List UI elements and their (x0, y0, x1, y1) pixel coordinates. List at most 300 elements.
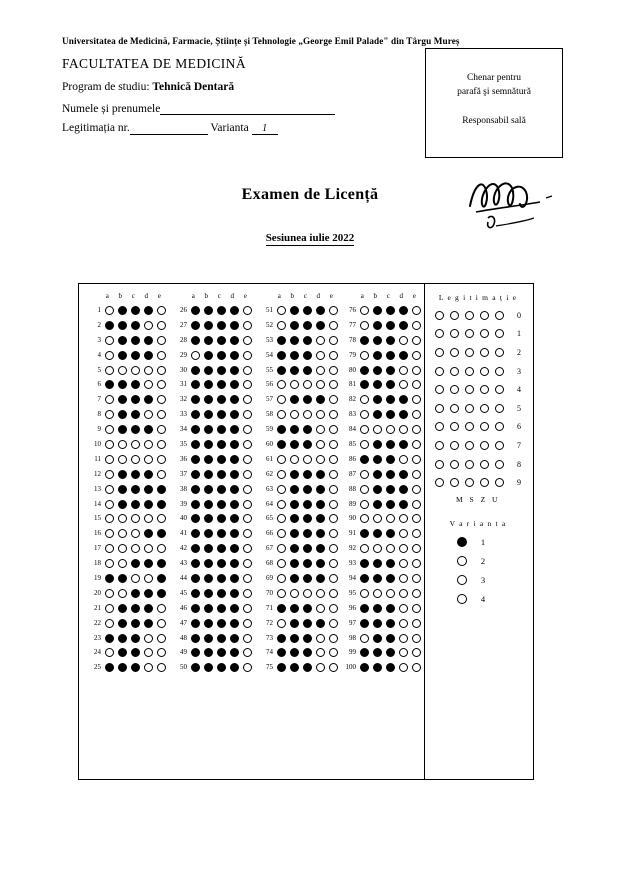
answer-bubble-a[interactable] (189, 351, 202, 360)
variant-value[interactable]: 1 (252, 123, 278, 135)
answer-bubble-e[interactable] (327, 589, 340, 598)
answer-bubble-c[interactable] (215, 380, 228, 389)
answer-bubble-d[interactable] (314, 634, 327, 643)
answer-bubble-a[interactable] (103, 648, 116, 657)
answer-bubble-e[interactable] (155, 529, 168, 538)
answer-row[interactable] (171, 318, 257, 333)
answer-bubble-e[interactable] (241, 410, 254, 419)
answer-row[interactable] (340, 541, 426, 556)
answer-bubble-a[interactable] (275, 336, 288, 345)
answer-bubble-b[interactable] (288, 395, 301, 404)
answer-bubble-d[interactable] (228, 619, 241, 628)
answer-row[interactable] (257, 348, 343, 363)
id-bubble[interactable] (447, 422, 462, 431)
answer-bubble-d[interactable] (142, 604, 155, 613)
answer-bubble-c[interactable] (384, 604, 397, 613)
answer-bubble-a[interactable] (189, 663, 202, 672)
answer-bubble-b[interactable] (116, 648, 129, 657)
answer-bubble-d[interactable] (228, 336, 241, 345)
answer-bubble-a[interactable] (103, 425, 116, 434)
answer-bubble-b[interactable] (288, 663, 301, 672)
answer-bubble-b[interactable] (116, 425, 129, 434)
answer-bubble-d[interactable] (142, 544, 155, 553)
answer-bubble-e[interactable] (155, 306, 168, 315)
answer-bubble-a[interactable] (189, 485, 202, 494)
answer-bubble-b[interactable] (371, 574, 384, 583)
answer-row[interactable] (85, 467, 171, 482)
variant-option[interactable] (454, 571, 532, 590)
answer-bubble-d[interactable] (228, 604, 241, 613)
answer-bubble-d[interactable] (397, 648, 410, 657)
answer-row[interactable] (85, 333, 171, 348)
answer-bubble-e[interactable] (155, 380, 168, 389)
answer-bubble-d[interactable] (314, 648, 327, 657)
answer-bubble-c[interactable] (129, 366, 142, 375)
answer-bubble-e[interactable] (241, 604, 254, 613)
answer-bubble-d[interactable] (314, 663, 327, 672)
answer-bubble-e[interactable] (410, 440, 423, 449)
answer-row[interactable] (171, 571, 257, 586)
answer-row[interactable] (171, 631, 257, 646)
id-input[interactable] (130, 122, 208, 135)
answer-bubble-a[interactable] (358, 544, 371, 553)
answer-row[interactable] (171, 303, 257, 318)
answer-bubble-b[interactable] (371, 604, 384, 613)
answer-bubble-d[interactable] (142, 336, 155, 345)
answer-bubble-d[interactable] (228, 544, 241, 553)
answer-column-4[interactable] (340, 292, 426, 675)
answer-bubble-b[interactable] (202, 500, 215, 509)
answer-bubble-c[interactable] (129, 663, 142, 672)
answer-bubble-e[interactable] (410, 455, 423, 464)
answer-bubble-e[interactable] (410, 425, 423, 434)
answer-bubble-b[interactable] (202, 589, 215, 598)
answer-bubble-d[interactable] (228, 574, 241, 583)
answer-bubble-b[interactable] (202, 455, 215, 464)
answer-bubble-d[interactable] (142, 366, 155, 375)
answer-bubble-a[interactable] (189, 321, 202, 330)
answer-bubble-a[interactable] (358, 514, 371, 523)
id-bubble[interactable] (477, 460, 492, 469)
answer-bubble-b[interactable] (371, 485, 384, 494)
answer-bubble-c[interactable] (215, 366, 228, 375)
answer-bubble-d[interactable] (397, 455, 410, 464)
answer-bubble-d[interactable] (397, 500, 410, 509)
answer-bubble-c[interactable] (129, 321, 142, 330)
answer-bubble-d[interactable] (142, 440, 155, 449)
answer-bubble-b[interactable] (288, 529, 301, 538)
answer-bubble-a[interactable] (358, 455, 371, 464)
answer-bubble-a[interactable] (103, 380, 116, 389)
id-bubble[interactable] (432, 385, 447, 394)
answer-bubble-d[interactable] (397, 485, 410, 494)
answer-bubble-e[interactable] (241, 634, 254, 643)
id-bubble-row[interactable] (432, 418, 532, 437)
answer-bubble-a[interactable] (103, 574, 116, 583)
answer-bubble-b[interactable] (288, 648, 301, 657)
id-bubble[interactable] (462, 460, 477, 469)
answer-bubble-d[interactable] (228, 485, 241, 494)
answer-bubble-a[interactable] (358, 634, 371, 643)
answer-row[interactable] (257, 556, 343, 571)
answer-bubble-c[interactable] (384, 619, 397, 628)
answer-bubble-a[interactable] (275, 410, 288, 419)
answer-bubble-e[interactable] (241, 559, 254, 568)
answer-bubble-d[interactable] (228, 425, 241, 434)
id-bubble-row[interactable] (432, 473, 532, 492)
answer-bubble-a[interactable] (275, 380, 288, 389)
answer-bubble-a[interactable] (275, 514, 288, 523)
answer-row[interactable] (171, 586, 257, 601)
answer-bubble-c[interactable] (384, 336, 397, 345)
answer-bubble-d[interactable] (228, 634, 241, 643)
answer-bubble-b[interactable] (371, 366, 384, 375)
answer-row[interactable] (340, 526, 426, 541)
answer-bubble-a[interactable] (103, 321, 116, 330)
answer-bubble-e[interactable] (241, 321, 254, 330)
answer-bubble-d[interactable] (142, 500, 155, 509)
id-bubble[interactable] (492, 329, 507, 338)
answer-bubble-b[interactable] (371, 559, 384, 568)
answer-bubble-d[interactable] (142, 470, 155, 479)
answer-bubble-c[interactable] (301, 663, 314, 672)
answer-bubble-a[interactable] (275, 440, 288, 449)
answer-bubble-e[interactable] (327, 529, 340, 538)
answer-bubble-a[interactable] (189, 470, 202, 479)
answer-bubble-e[interactable] (155, 425, 168, 434)
answer-bubble-d[interactable] (142, 306, 155, 315)
answer-row[interactable] (340, 422, 426, 437)
answer-column-1[interactable] (85, 292, 171, 675)
answer-bubble-b[interactable] (288, 619, 301, 628)
answer-bubble-e[interactable] (241, 440, 254, 449)
answer-bubble-d[interactable] (397, 366, 410, 375)
answer-bubble-e[interactable] (327, 380, 340, 389)
answer-bubble-a[interactable] (275, 306, 288, 315)
answer-bubble-b[interactable] (371, 470, 384, 479)
answer-bubble-d[interactable] (397, 529, 410, 538)
id-bubble[interactable] (477, 478, 492, 487)
variant-bubble[interactable] (454, 575, 470, 585)
answer-bubble-c[interactable] (384, 485, 397, 494)
answer-bubble-b[interactable] (116, 634, 129, 643)
answer-row[interactable] (85, 601, 171, 616)
id-bubble-row[interactable] (432, 362, 532, 381)
answer-bubble-d[interactable] (397, 559, 410, 568)
answer-row[interactable] (257, 318, 343, 333)
answer-bubble-d[interactable] (314, 351, 327, 360)
answer-bubble-d[interactable] (314, 336, 327, 345)
answer-bubble-c[interactable] (301, 604, 314, 613)
answer-bubble-c[interactable] (301, 470, 314, 479)
answer-bubble-d[interactable] (397, 663, 410, 672)
answer-bubble-b[interactable] (288, 485, 301, 494)
id-bubble[interactable] (462, 404, 477, 413)
answer-bubble-e[interactable] (410, 514, 423, 523)
answer-bubble-e[interactable] (327, 574, 340, 583)
answer-bubble-a[interactable] (358, 336, 371, 345)
answer-bubble-c[interactable] (301, 619, 314, 628)
answer-bubble-c[interactable] (384, 500, 397, 509)
answer-bubble-c[interactable] (215, 574, 228, 583)
answer-bubble-d[interactable] (314, 544, 327, 553)
answer-bubble-a[interactable] (358, 663, 371, 672)
answer-bubble-b[interactable] (288, 544, 301, 553)
answer-bubble-c[interactable] (301, 648, 314, 657)
answer-bubble-c[interactable] (129, 425, 142, 434)
answer-bubble-b[interactable] (371, 410, 384, 419)
answer-bubble-c[interactable] (301, 589, 314, 598)
answer-row[interactable] (257, 645, 343, 660)
answer-row[interactable] (340, 437, 426, 452)
answer-bubble-c[interactable] (301, 380, 314, 389)
answer-bubble-e[interactable] (410, 589, 423, 598)
answer-bubble-c[interactable] (129, 514, 142, 523)
answer-row[interactable] (85, 392, 171, 407)
answer-bubble-e[interactable] (155, 514, 168, 523)
answer-bubble-e[interactable] (155, 500, 168, 509)
variant-bubble-grid[interactable] (424, 533, 532, 609)
answer-bubble-a[interactable] (358, 380, 371, 389)
answer-bubble-e[interactable] (410, 306, 423, 315)
answer-bubble-d[interactable] (397, 321, 410, 330)
answer-bubble-b[interactable] (202, 321, 215, 330)
answer-bubble-c[interactable] (215, 306, 228, 315)
answer-bubble-c[interactable] (301, 336, 314, 345)
answer-row[interactable] (257, 303, 343, 318)
answer-bubble-b[interactable] (371, 440, 384, 449)
answer-bubble-e[interactable] (155, 410, 168, 419)
answer-bubble-b[interactable] (116, 529, 129, 538)
answer-bubble-a[interactable] (189, 544, 202, 553)
answer-bubble-b[interactable] (371, 544, 384, 553)
answer-bubble-b[interactable] (371, 321, 384, 330)
id-bubble[interactable] (477, 441, 492, 450)
answer-bubble-c[interactable] (129, 500, 142, 509)
answer-bubble-e[interactable] (155, 559, 168, 568)
answer-bubble-b[interactable] (202, 440, 215, 449)
answer-row[interactable] (85, 482, 171, 497)
answer-row[interactable] (257, 616, 343, 631)
id-bubble[interactable] (447, 367, 462, 376)
answer-bubble-a[interactable] (275, 500, 288, 509)
answer-bubble-a[interactable] (189, 366, 202, 375)
answer-row[interactable] (171, 660, 257, 675)
answer-bubble-b[interactable] (288, 321, 301, 330)
answer-bubble-e[interactable] (327, 440, 340, 449)
answer-bubble-d[interactable] (228, 306, 241, 315)
answer-row[interactable] (171, 333, 257, 348)
answer-bubble-d[interactable] (397, 619, 410, 628)
answer-bubble-c[interactable] (384, 559, 397, 568)
answer-bubble-e[interactable] (327, 425, 340, 434)
answer-bubble-a[interactable] (189, 589, 202, 598)
answer-bubble-b[interactable] (116, 321, 129, 330)
answer-bubble-b[interactable] (116, 351, 129, 360)
id-bubble[interactable] (432, 404, 447, 413)
answer-bubble-e[interactable] (155, 336, 168, 345)
answer-bubble-b[interactable] (116, 440, 129, 449)
answer-bubble-d[interactable] (314, 366, 327, 375)
id-bubble-row[interactable] (432, 306, 532, 325)
answer-bubble-c[interactable] (129, 336, 142, 345)
answer-row[interactable] (340, 511, 426, 526)
answer-bubble-b[interactable] (371, 663, 384, 672)
answer-bubble-c[interactable] (384, 440, 397, 449)
answer-bubble-c[interactable] (301, 514, 314, 523)
answer-bubble-a[interactable] (103, 500, 116, 509)
answer-row[interactable] (257, 526, 343, 541)
variant-option[interactable] (454, 590, 532, 609)
answer-bubble-e[interactable] (155, 455, 168, 464)
answer-bubble-e[interactable] (241, 366, 254, 375)
id-bubble[interactable] (432, 441, 447, 450)
id-bubble[interactable] (447, 311, 462, 320)
answer-bubble-c[interactable] (384, 425, 397, 434)
id-bubble[interactable] (447, 441, 462, 450)
answer-bubble-a[interactable] (358, 440, 371, 449)
answer-row[interactable] (340, 482, 426, 497)
answer-bubble-a[interactable] (275, 425, 288, 434)
answer-bubble-e[interactable] (327, 619, 340, 628)
answer-bubble-d[interactable] (142, 380, 155, 389)
answer-bubble-a[interactable] (103, 634, 116, 643)
id-bubble[interactable] (462, 441, 477, 450)
answer-bubble-b[interactable] (116, 589, 129, 598)
answer-bubble-c[interactable] (384, 470, 397, 479)
answer-bubble-a[interactable] (358, 500, 371, 509)
answer-bubble-a[interactable] (358, 559, 371, 568)
answer-bubble-a[interactable] (275, 529, 288, 538)
answer-bubble-d[interactable] (228, 455, 241, 464)
answer-bubble-c[interactable] (129, 485, 142, 494)
answer-bubble-c[interactable] (384, 589, 397, 598)
answer-bubble-c[interactable] (215, 500, 228, 509)
answer-row[interactable] (257, 437, 343, 452)
answer-bubble-a[interactable] (189, 559, 202, 568)
answer-bubble-b[interactable] (202, 306, 215, 315)
answer-bubble-d[interactable] (314, 559, 327, 568)
answer-bubble-c[interactable] (301, 529, 314, 538)
answer-row[interactable] (340, 616, 426, 631)
answer-bubble-b[interactable] (202, 514, 215, 523)
answer-bubble-b[interactable] (371, 648, 384, 657)
id-bubble[interactable] (492, 422, 507, 431)
answer-bubble-d[interactable] (228, 648, 241, 657)
answer-bubble-a[interactable] (103, 470, 116, 479)
answer-bubble-d[interactable] (397, 574, 410, 583)
answer-bubble-a[interactable] (103, 410, 116, 419)
answer-bubble-d[interactable] (228, 500, 241, 509)
answer-bubble-d[interactable] (314, 470, 327, 479)
answer-bubble-e[interactable] (241, 544, 254, 553)
answer-bubble-a[interactable] (275, 544, 288, 553)
answer-bubble-a[interactable] (275, 351, 288, 360)
answer-bubble-e[interactable] (241, 648, 254, 657)
answer-bubble-a[interactable] (189, 410, 202, 419)
answer-bubble-d[interactable] (314, 410, 327, 419)
answer-bubble-e[interactable] (155, 663, 168, 672)
answer-bubble-a[interactable] (358, 619, 371, 628)
answer-row[interactable] (85, 407, 171, 422)
answer-bubble-a[interactable] (275, 604, 288, 613)
answer-bubble-b[interactable] (116, 336, 129, 345)
answer-row[interactable] (340, 601, 426, 616)
answer-bubble-a[interactable] (189, 514, 202, 523)
answer-row[interactable] (340, 348, 426, 363)
answer-bubble-c[interactable] (384, 321, 397, 330)
answer-bubble-c[interactable] (215, 410, 228, 419)
id-bubble-row[interactable] (432, 399, 532, 418)
answer-column-3[interactable] (257, 292, 343, 675)
answer-bubble-d[interactable] (397, 351, 410, 360)
answer-bubble-c[interactable] (215, 544, 228, 553)
answer-bubble-c[interactable] (301, 634, 314, 643)
answer-bubble-a[interactable] (103, 619, 116, 628)
answer-bubble-b[interactable] (202, 634, 215, 643)
answer-bubble-c[interactable] (215, 455, 228, 464)
answer-bubble-b[interactable] (116, 410, 129, 419)
answer-bubble-d[interactable] (228, 366, 241, 375)
answer-bubble-a[interactable] (189, 440, 202, 449)
answer-bubble-b[interactable] (288, 336, 301, 345)
answer-bubble-d[interactable] (314, 395, 327, 404)
id-bubble-grid[interactable] (424, 306, 532, 492)
answer-bubble-c[interactable] (215, 589, 228, 598)
answer-bubble-c[interactable] (215, 321, 228, 330)
answer-bubble-c[interactable] (384, 380, 397, 389)
answer-bubble-e[interactable] (410, 470, 423, 479)
answer-bubble-c[interactable] (384, 351, 397, 360)
answer-bubble-c[interactable] (301, 321, 314, 330)
answer-bubble-b[interactable] (288, 440, 301, 449)
answer-bubble-c[interactable] (215, 440, 228, 449)
id-bubble[interactable] (462, 385, 477, 394)
answer-bubble-b[interactable] (288, 500, 301, 509)
answer-bubble-b[interactable] (371, 336, 384, 345)
answer-bubble-a[interactable] (189, 634, 202, 643)
answer-bubble-b[interactable] (116, 619, 129, 628)
answer-bubble-a[interactable] (358, 648, 371, 657)
answer-row[interactable] (340, 363, 426, 378)
answer-bubble-b[interactable] (116, 366, 129, 375)
answer-bubble-c[interactable] (129, 634, 142, 643)
answer-bubble-e[interactable] (410, 395, 423, 404)
answer-bubble-c[interactable] (384, 529, 397, 538)
answer-bubble-a[interactable] (189, 648, 202, 657)
answer-bubble-a[interactable] (358, 306, 371, 315)
answer-bubble-b[interactable] (116, 455, 129, 464)
answer-bubble-b[interactable] (288, 574, 301, 583)
answer-row[interactable] (85, 348, 171, 363)
answer-bubble-a[interactable] (103, 351, 116, 360)
answer-bubble-d[interactable] (314, 500, 327, 509)
answer-bubble-c[interactable] (301, 559, 314, 568)
answer-row[interactable] (85, 511, 171, 526)
answer-bubble-a[interactable] (103, 440, 116, 449)
id-bubble[interactable] (432, 367, 447, 376)
answer-row[interactable] (257, 407, 343, 422)
answer-bubble-d[interactable] (397, 634, 410, 643)
answer-bubble-e[interactable] (241, 470, 254, 479)
answer-bubble-d[interactable] (397, 604, 410, 613)
answer-bubble-d[interactable] (314, 440, 327, 449)
id-bubble[interactable] (462, 367, 477, 376)
answer-bubble-d[interactable] (142, 574, 155, 583)
answer-row[interactable] (85, 616, 171, 631)
answer-row[interactable] (257, 482, 343, 497)
answer-bubble-b[interactable] (116, 663, 129, 672)
